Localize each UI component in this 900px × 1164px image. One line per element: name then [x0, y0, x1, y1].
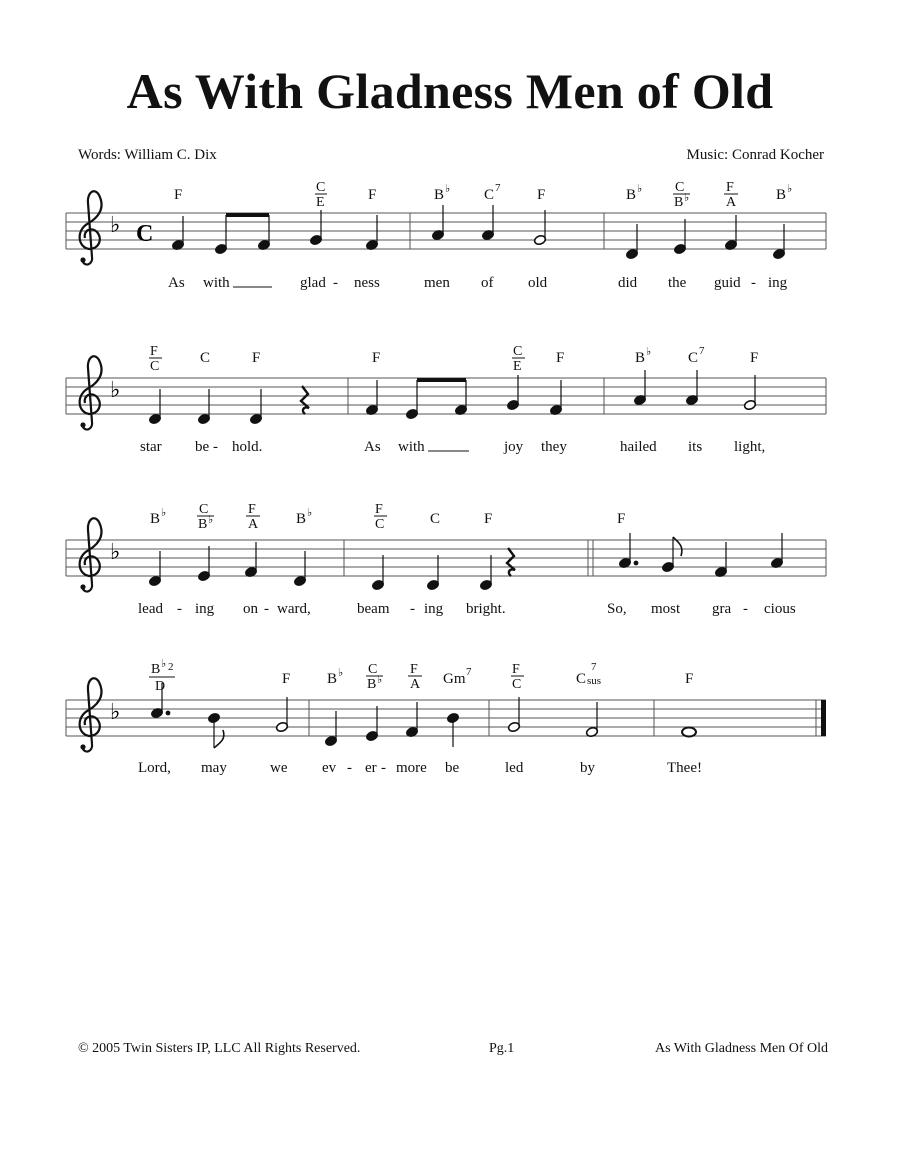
- lyric-syllable: -: [410, 601, 415, 617]
- svg-text:F: F: [150, 344, 158, 359]
- song-title: As With Gladness Men of Old: [126, 63, 774, 119]
- lyric-syllable: hold.: [232, 439, 263, 455]
- lyric-syllable: -: [743, 601, 748, 617]
- lyric-syllable: -: [347, 760, 352, 776]
- lyric-syllable: Thee!: [667, 760, 702, 776]
- chord-symbol: [366, 662, 383, 692]
- lyric-syllable: men: [424, 275, 450, 291]
- svg-text:C: C: [316, 180, 326, 195]
- lyric-syllable: -: [213, 439, 218, 455]
- lyric-syllable: be: [195, 439, 210, 455]
- lyric-syllable: be: [445, 760, 460, 776]
- lyric-syllable: lead: [138, 601, 163, 617]
- svg-text:7: 7: [699, 345, 705, 357]
- chord-symbol: [434, 183, 450, 203]
- staff-system-2: [66, 344, 826, 455]
- lyric-syllable: old: [528, 275, 548, 291]
- lyric-syllable: -: [264, 601, 269, 617]
- lyric-syllable: As: [364, 439, 381, 455]
- footer-song-title: As With Gladness Men Of Old: [655, 1041, 828, 1056]
- chord-symbol: C: [200, 350, 211, 366]
- svg-text:♭: ♭: [646, 346, 652, 358]
- chord-symbol: [150, 507, 166, 527]
- lyric-syllable: ing: [195, 601, 215, 617]
- svg-text:D: D: [155, 679, 166, 694]
- chord-symbol: [315, 180, 327, 210]
- svg-text:C: C: [368, 662, 378, 677]
- words-credit: Words: William C. Dix: [78, 147, 217, 163]
- svg-text:C: C: [150, 359, 160, 374]
- svg-text:F: F: [248, 502, 256, 517]
- treble-clef-icon: [80, 191, 102, 264]
- chord-symbol: [149, 344, 162, 374]
- note: [682, 728, 696, 737]
- svg-text:♭: ♭: [787, 183, 793, 195]
- final-barline: [821, 700, 826, 736]
- svg-text:C: C: [513, 344, 523, 359]
- page-number: Pg.1: [489, 1041, 515, 1056]
- treble-clef-icon: [80, 356, 102, 429]
- quarter-rest-icon: [301, 386, 309, 414]
- lyric-syllable: did: [618, 275, 638, 291]
- lyric-syllable: -: [381, 760, 386, 776]
- lyric-syllable: its: [688, 439, 703, 455]
- svg-text:♭: ♭: [445, 183, 451, 195]
- lyric-syllable: light,: [734, 439, 766, 455]
- chord-symbol: F: [537, 187, 546, 203]
- svg-text:♭: ♭: [161, 658, 167, 670]
- lyric-syllable: Lord,: [138, 760, 171, 776]
- lyric-syllable: on: [243, 601, 258, 617]
- flat-key-signature-icon: ♭: [110, 213, 121, 238]
- music-credit: Music: Conrad Kocher: [686, 147, 824, 163]
- staff-system-1: [66, 180, 826, 291]
- chord-symbol: [374, 502, 387, 532]
- svg-text:A: A: [726, 195, 737, 210]
- flat-key-signature-icon: ♭: [110, 700, 121, 725]
- svg-text:C: C: [199, 502, 209, 517]
- chord-symbol: [484, 182, 501, 203]
- svg-text:E: E: [513, 359, 522, 374]
- lyric-syllable: of: [481, 275, 494, 291]
- chord-symbol: [635, 346, 651, 366]
- chord-symbol: F: [685, 671, 694, 687]
- treble-clef-icon: [80, 678, 102, 751]
- svg-text:B: B: [198, 517, 208, 532]
- lyric-syllable: bright.: [466, 601, 506, 617]
- lyric-syllable: ward,: [277, 601, 311, 617]
- lyric-syllable: with: [398, 439, 425, 455]
- lyric-syllable: ness: [354, 275, 380, 291]
- lyric-syllable: So,: [607, 601, 627, 617]
- lyric-syllable: ing: [424, 601, 444, 617]
- lyric-syllable: -: [177, 601, 182, 617]
- chord-symbol: [626, 183, 642, 203]
- chord-symbol: [511, 662, 524, 692]
- chord-symbol: [776, 183, 792, 203]
- lyric-syllable: cious: [764, 601, 796, 617]
- svg-text:C: C: [675, 180, 685, 195]
- chord-symbol: [688, 345, 705, 366]
- svg-text:♭: ♭: [684, 192, 690, 204]
- treble-clef-icon: [80, 518, 102, 591]
- chord-symbol: F: [282, 671, 291, 687]
- chord-symbol: F: [252, 350, 261, 366]
- svg-text:F: F: [726, 180, 734, 195]
- svg-text:B: B: [151, 662, 161, 677]
- svg-text:E: E: [316, 195, 325, 210]
- lyric-syllable: by: [580, 760, 595, 776]
- lyric-syllable: ing: [768, 275, 788, 291]
- svg-text:C: C: [375, 517, 385, 532]
- flat-key-signature-icon: ♭: [110, 378, 121, 403]
- lyric-syllable: beam: [357, 601, 390, 617]
- svg-text:B: B: [776, 187, 787, 203]
- svg-text:♭: ♭: [161, 507, 167, 519]
- chord-symbol: [246, 502, 260, 532]
- svg-text:B: B: [367, 677, 377, 692]
- lyric-syllable: hailed: [620, 439, 657, 455]
- lyric-syllable: with: [203, 275, 230, 291]
- chord-symbol: [149, 658, 175, 694]
- chord-symbol: F: [617, 511, 626, 527]
- svg-text:Gm: Gm: [443, 671, 466, 687]
- lyric-syllable: the: [668, 275, 687, 291]
- lyric-syllable: star: [140, 439, 162, 455]
- lyric-syllable: they: [541, 439, 567, 455]
- lyric-syllable: led: [505, 760, 524, 776]
- svg-text:C: C: [688, 350, 699, 366]
- time-signature: C: [136, 221, 154, 247]
- lyric-syllable: most: [651, 601, 681, 617]
- lyric-syllable: -: [333, 275, 338, 291]
- svg-text:7: 7: [466, 666, 472, 678]
- svg-text:♭: ♭: [637, 183, 643, 195]
- svg-text:♭: ♭: [338, 667, 344, 679]
- chord-symbol: [296, 507, 312, 527]
- svg-text:B: B: [626, 187, 637, 203]
- notes: [150, 683, 696, 748]
- flat-key-signature-icon: ♭: [110, 540, 121, 565]
- svg-text:♭: ♭: [377, 674, 383, 686]
- svg-text:♭: ♭: [307, 507, 313, 519]
- svg-text:B: B: [327, 671, 338, 687]
- quarter-rest-icon: [507, 548, 515, 576]
- chord-symbol: [443, 666, 472, 687]
- svg-text:B: B: [434, 187, 445, 203]
- svg-text:C: C: [512, 677, 522, 692]
- chord-symbol: [673, 180, 690, 210]
- svg-text:B: B: [674, 195, 684, 210]
- svg-text:F: F: [410, 662, 418, 677]
- notes: [148, 533, 783, 591]
- svg-text:A: A: [248, 517, 259, 532]
- svg-text:B: B: [296, 511, 307, 527]
- chord-symbol: F: [484, 511, 493, 527]
- lyric-syllable: glad: [300, 275, 326, 291]
- chord-symbol: [724, 180, 738, 210]
- svg-text:A: A: [410, 677, 421, 692]
- copyright-notice: © 2005 Twin Sisters IP, LLC All Rights Reserved.: [78, 1041, 361, 1056]
- chord-symbol: [327, 667, 343, 687]
- chord-symbol: F: [174, 187, 183, 203]
- svg-text:7: 7: [495, 182, 501, 194]
- chord-symbol: F: [556, 350, 565, 366]
- svg-text:7: 7: [591, 661, 597, 673]
- lyric-syllable: joy: [504, 439, 524, 455]
- chord-symbol: F: [372, 350, 381, 366]
- lyric-syllable: er: [365, 760, 377, 776]
- svg-text:2: 2: [168, 661, 174, 673]
- svg-text:B: B: [150, 511, 161, 527]
- svg-text:F: F: [375, 502, 383, 517]
- chord-symbol: C: [430, 511, 441, 527]
- chord-symbol: F: [750, 350, 759, 366]
- svg-text:B: B: [635, 350, 646, 366]
- svg-text:C: C: [484, 187, 495, 203]
- chord-symbol: [197, 502, 214, 532]
- lyric-syllable: gra: [712, 601, 732, 617]
- svg-text:sus: sus: [587, 675, 602, 687]
- lyric-syllable: -: [751, 275, 756, 291]
- lyric-syllable: As: [168, 275, 185, 291]
- lyric-syllable: ev: [322, 760, 337, 776]
- lyric-syllable: may: [201, 760, 227, 776]
- chord-symbol: [576, 661, 601, 687]
- lyric-syllable: we: [270, 760, 288, 776]
- svg-text:♭: ♭: [208, 514, 214, 526]
- chord-symbol: [512, 344, 525, 374]
- svg-text:C: C: [576, 671, 587, 687]
- staff-system-3: [66, 502, 826, 617]
- lyric-syllable: more: [396, 760, 427, 776]
- staff-system-4: [66, 658, 826, 776]
- svg-text:F: F: [512, 662, 520, 677]
- chord-symbol: [408, 662, 422, 692]
- chord-symbol: F: [368, 187, 377, 203]
- lyric-syllable: guid: [714, 275, 741, 291]
